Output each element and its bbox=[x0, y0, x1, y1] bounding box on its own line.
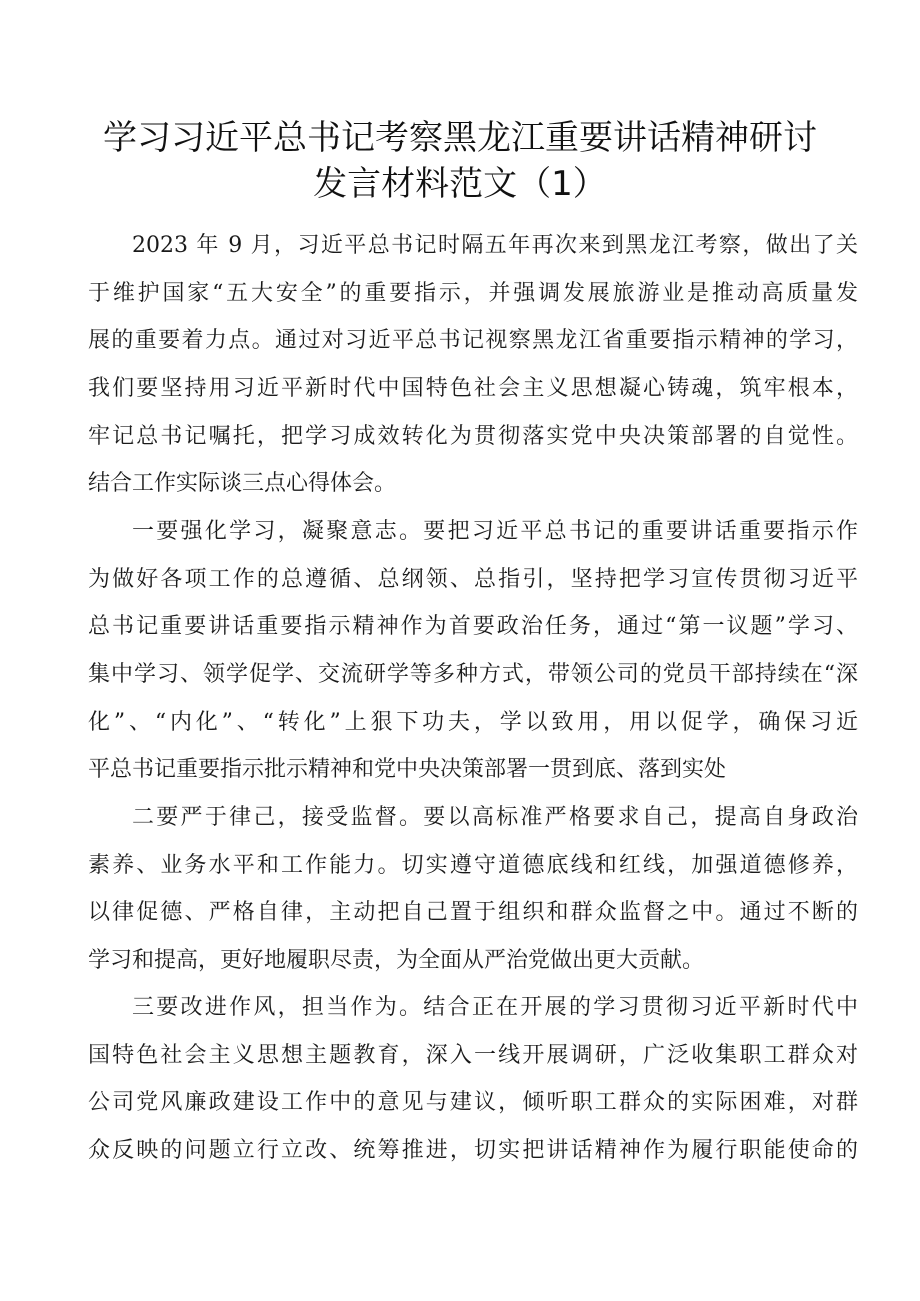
document-title-line-2: 发言材料范文（1） bbox=[313, 164, 607, 204]
paragraph-line: 为做好各项工作的总遵循、总纲领、总指引，坚持把学习宣传贯彻习近平 bbox=[88, 566, 858, 592]
paragraph-line: 总书记重要讲话重要指示精神作为首要政治任务，通过“第一议题”学习、 bbox=[88, 614, 858, 640]
paragraph-line: 我们要坚持用习近平新时代中国特色社会主义思想凝心铸魂，筑牢根本， bbox=[88, 376, 858, 402]
paragraph-point-2 bbox=[88, 794, 858, 985]
paragraph-point-1 bbox=[88, 508, 858, 794]
paragraph-line: 一要强化学习，凝聚意志。要把习近平总书记的重要讲话重要指示作 bbox=[132, 519, 858, 544]
paragraph-line: 牢记总书记嘱托，把学习成效转化为贯彻落实党中央决策部署的自觉性。 bbox=[88, 423, 858, 449]
paragraph-line: 三要改进作风，担当作为。结合正在开展的学习贯彻习近平新时代中 bbox=[132, 995, 858, 1020]
paragraph-line: 化”、“内化”、“转化”上狠下功夫，学以致用，用以促学，确保习近 bbox=[88, 709, 858, 735]
paragraph-line: 国特色社会主义思想主题教育，深入一线开展调研，广泛收集职工群众对 bbox=[88, 1042, 858, 1068]
paragraph-point-3 bbox=[88, 984, 858, 1175]
paragraph-line: 以律促德、严格自律，主动把自己置于组织和群众监督之中。通过不断的 bbox=[88, 900, 858, 926]
paragraph-line: 学习和提高，更好地履职尽责，为全面从严治党做出更大贡献。 bbox=[88, 948, 705, 974]
paragraph-line: 于维护国家“五大安全”的重要指示，并强调发展旅游业是推动高质量发 bbox=[88, 280, 858, 306]
paragraph-line: 平总书记重要指示批示精神和党中央决策部署一贯到底、落到实处 bbox=[88, 757, 727, 783]
document-title-line-1: 学习习近平总书记考察黑龙江重要讲话精神研讨 bbox=[103, 118, 817, 158]
paragraph-line: 展的重要着力点。通过对习近平总书记视察黑龙江省重要指示精神的学习， bbox=[88, 328, 858, 354]
paragraph-line: 公司党风廉政建设工作中的意见与建议，倾听职工群众的实际困难，对群 bbox=[88, 1090, 858, 1116]
paragraph-line: 2023 年 9 月，习近平总书记时隔五年再次来到黑龙江考察，做出了关 bbox=[132, 233, 858, 258]
paragraph-line: 集中学习、领学促学、交流研学等多种方式，带领公司的党员干部持续在“深 bbox=[88, 662, 858, 688]
paragraph-intro bbox=[88, 222, 858, 508]
paragraph-line: 结合工作实际谈三点心得体会。 bbox=[88, 471, 397, 497]
paragraph-line: 众反映的问题立行立改、统筹推进，切实把讲话精神作为履行职能使命的 bbox=[88, 1138, 858, 1164]
paragraph-line: 素养、业务水平和工作能力。切实遵守道德底线和红线，加强道德修养， bbox=[88, 852, 858, 878]
paragraph-line: 二要严于律己，接受监督。要以高标准严格要求自己，提高自身政治 bbox=[132, 805, 858, 830]
